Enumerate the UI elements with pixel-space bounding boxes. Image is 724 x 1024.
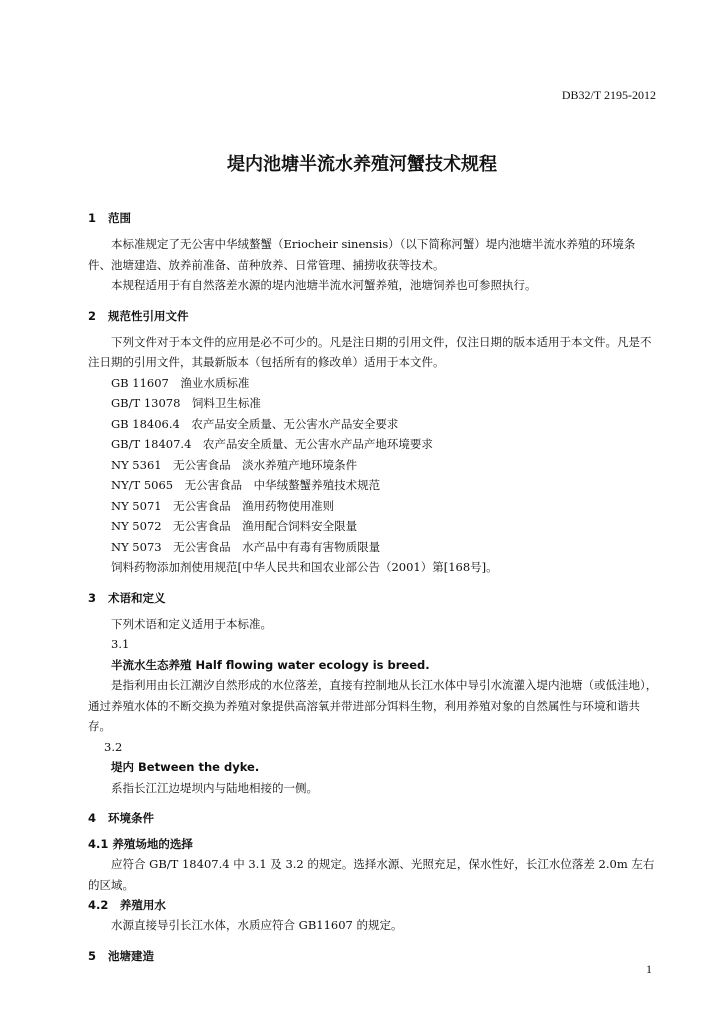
section-title: 范围 — [108, 211, 131, 225]
reference-item: GB/T 13078 饲料卫生标准 — [111, 396, 261, 410]
section-number: 5 — [88, 948, 97, 963]
section-heading-normative-references — [88, 306, 658, 326]
section-number: 2 — [88, 308, 97, 323]
section-number: 1 — [88, 211, 97, 225]
reference-item: NY 5361 无公害食品 淡水养殖产地环境条件 — [111, 457, 358, 472]
term-number: 3.2 — [104, 739, 123, 754]
section-heading-terms — [88, 588, 658, 608]
reference-item: 饲料药物添加剂使用规范[中华人民共和国农业部公告（2001）第[168号]。 — [111, 560, 498, 574]
section-title: 术语和定义 — [108, 590, 166, 605]
subsection-heading-water: 4.2 养殖用水 — [88, 898, 166, 912]
reference-item: GB 11607 渔业水质标准 — [111, 375, 250, 390]
section-title: 规范性引用文件 — [108, 308, 189, 323]
section-heading-environment — [88, 808, 658, 828]
term-definition: 系指长江江边堤坝内与陆地相接的一侧。 — [111, 780, 318, 795]
term-title: 半流水生态养殖 Half flowing water ecology is breed. — [111, 657, 430, 672]
scope-paragraph-2: 本规程适用于有自然落差水源的堤内池塘半流水河蟹养殖，池塘饲养也可参照执行。 — [111, 278, 537, 292]
reference-item: GB/T 18407.4 农产品安全质量、无公害水产品产地环境要求 — [111, 437, 433, 451]
scope-paragraph-1: 本标准规定了无公害中华绒螯蟹（Eriocheir sinensis）（以下简称河蟹）堤内池塘半流水养殖的环境条件、池塘建造、放养前准备、苗种放养、日常管理、捕捞收获等技术。 — [88, 237, 636, 272]
reference-item: GB 18406.4 农产品安全质量、无公害水产品安全要求 — [111, 416, 399, 431]
document-body — [88, 208, 658, 966]
section-heading-pond-construction — [88, 946, 658, 966]
page-number: 1 — [646, 962, 652, 976]
references-intro: 下列文件对于本文件的应用是必不可少的。凡是注日期的引用文件，仅注日期的版本适用于本文件。凡是不注日期的引用文件，其最新版本（包括所有的修改单）适用于本文件。 — [88, 334, 652, 369]
section-title: 池塘建造 — [108, 948, 154, 963]
site-selection-text: 应符合 GB/T 18407.4 中 3.1 及 3.2 的规定。选择水源、光照充足，保水性好，长江水位落差 2.0m 左右的区域。 — [88, 857, 655, 892]
term-definition: 是指利用由长江潮汐自然形成的水位落差，直接有控制地从长江水体中导引水流灌入堤内池塘（或低洼地），通过养殖水体的不断交换为养殖对象提供高溶氧并带进部分饵料生物，利用养殖对象的自然属性与环境和谐共存。 — [88, 678, 658, 733]
term-number: 3.1 — [111, 637, 130, 651]
section-number: 4 — [88, 811, 97, 825]
standard-code: DB32/T 2195-2012 — [561, 88, 656, 102]
section-title: 环境条件 — [108, 811, 154, 825]
document-title: 堤内池塘半流水养殖河蟹技术规程 — [227, 154, 497, 175]
reference-item: NY 5073 无公害食品 水产品中有毒有害物质限量 — [111, 539, 381, 554]
subsection-heading-site-selection: 4.1 养殖场地的选择 — [88, 837, 193, 851]
reference-item: NY/T 5065 无公害食品 中华绒螯蟹养殖技术规范 — [111, 478, 381, 492]
water-text: 水源直接导引长江水体，水质应符合 GB11607 的规定。 — [111, 918, 403, 932]
terms-intro: 下列术语和定义适用于本标准。 — [111, 616, 272, 631]
reference-item: NY 5071 无公害食品 渔用药物使用准则 — [111, 498, 335, 513]
section-heading-scope — [88, 208, 658, 228]
section-number: 3 — [88, 590, 97, 605]
reference-item: NY 5072 无公害食品 渔用配合饲料安全限量 — [111, 519, 358, 533]
term-title: 堤内 Between the dyke. — [111, 760, 260, 774]
